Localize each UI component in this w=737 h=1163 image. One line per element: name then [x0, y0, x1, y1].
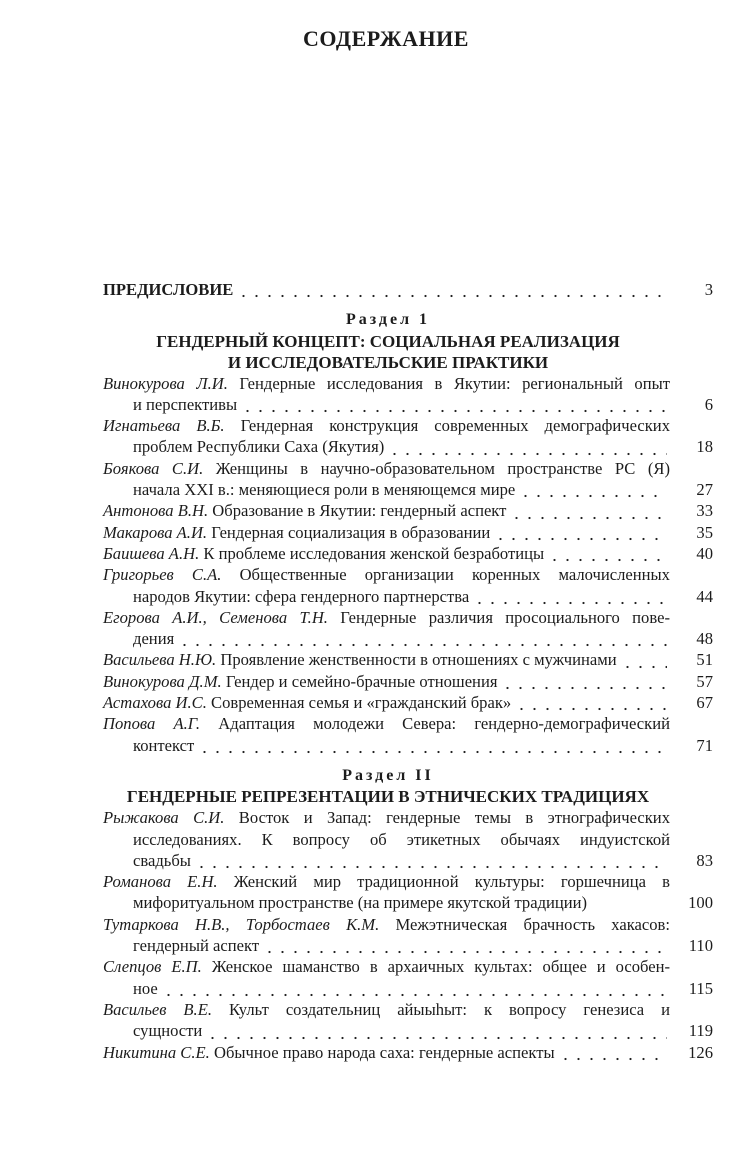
- entry-title-text: народов Якутии: сфера гендерного партнерства: [133, 586, 470, 606]
- page-number: 115: [688, 978, 713, 998]
- dot-leader: [237, 279, 667, 300]
- entry-last-line: [103, 1042, 713, 1063]
- entry-line: [103, 956, 670, 977]
- page-number: 119: [688, 1021, 713, 1041]
- entry-title-text: Межэтническая брачность хакасов:: [395, 914, 670, 934]
- entry-author: Слепцов Е.П.: [103, 957, 202, 977]
- entry-author: Васильева Н.Ю.: [103, 650, 217, 670]
- toc-entry[interactable]: [103, 914, 713, 957]
- toc-entry[interactable]: [103, 671, 713, 692]
- page-number: 40: [696, 543, 713, 563]
- toc-entry[interactable]: [103, 1042, 713, 1063]
- entry-author: Винокурова Л.И.: [103, 373, 228, 393]
- entry-last-line: [103, 978, 713, 999]
- entry-title-text: Гендерная конструкция современных демографических: [240, 416, 670, 436]
- page-number: 33: [696, 501, 713, 521]
- dot-leader: [198, 735, 667, 756]
- toc-entry[interactable]: [103, 713, 713, 756]
- entry-title-text: начала XXI в.: меняющиеся роли в меняющемся мире: [133, 480, 516, 500]
- entry-title-text: Обычное право народа саха: гендерные аспекты: [213, 1042, 555, 1062]
- page-number: 57: [696, 671, 713, 691]
- dot-leader: [591, 893, 667, 914]
- toc-entry[interactable]: [103, 649, 713, 670]
- entry-title-text: мифоритуальном пространстве (на примере якутской традиции): [133, 893, 588, 913]
- dot-leader: [548, 543, 667, 564]
- page-number: 110: [688, 936, 713, 956]
- dot-leader: [241, 394, 667, 415]
- entry-last-line: [103, 892, 713, 913]
- entry-title-text: дения: [133, 629, 175, 649]
- entry-text: [103, 522, 490, 543]
- dot-leader: [494, 522, 667, 543]
- toc-entry[interactable]: [103, 607, 713, 650]
- entry-line: [103, 807, 670, 828]
- dot-leader: [501, 671, 667, 692]
- entry-text: [133, 436, 384, 457]
- page-title: СОДЕРЖАНИЕ: [303, 26, 469, 51]
- entry-title-text: Адаптация молодежи Севера: гендерно-демографический: [218, 714, 670, 734]
- entry-title-text: Современная семья и «гражданский брак»: [211, 693, 512, 713]
- entry-title-text: Женское шаманство в архаичных культах: общее и особен-: [211, 957, 670, 977]
- toc-entry[interactable]: [103, 373, 713, 416]
- dot-leader: [510, 501, 667, 522]
- entry-last-line: [103, 935, 713, 956]
- entry-line: [103, 564, 670, 585]
- entry-last-line: [103, 500, 713, 521]
- entry-last-line: [103, 649, 713, 670]
- entry-title-text: Культ создательниц айыыhыт: к вопросу генезиса и: [228, 999, 670, 1019]
- entry-author: Баишева А.Н.: [103, 543, 200, 563]
- dot-leader: [621, 650, 667, 671]
- toc-entry[interactable]: [103, 807, 713, 871]
- entry-line: [103, 415, 670, 436]
- entry-title-text: Гендер и семейно-брачные отношения: [225, 671, 498, 691]
- entry-title-text: Женский мир традиционной культуры: горшечница в: [233, 872, 670, 892]
- entry-title-text: и перспективы: [133, 394, 238, 414]
- entry-author: Романова Е.Н.: [103, 872, 218, 892]
- toc-entry[interactable]: [103, 564, 713, 607]
- entry-text: [103, 692, 511, 713]
- entry-text: [133, 935, 259, 956]
- toc-entry[interactable]: [103, 871, 713, 914]
- section-title: ГЕНДЕРНЫЙ КОНЦЕПТ: СОЦИАЛЬНАЯ РЕАЛИЗАЦИЯ: [156, 331, 620, 351]
- entry-title-text: Восток и Запад: гендерные темы в этнографических: [238, 808, 670, 828]
- entry-last-line: [103, 671, 713, 692]
- entry-last-line: [103, 628, 713, 649]
- page-number: 18: [696, 437, 713, 457]
- page-number: 6: [704, 394, 713, 414]
- entry-text: [103, 1042, 555, 1063]
- entry-title-text: Гендерные различия просоциального пове-: [340, 607, 670, 627]
- toc-entry[interactable]: [103, 458, 713, 501]
- entry-author: Винокурова Д.М.: [103, 671, 222, 691]
- page-number: 67: [696, 693, 713, 713]
- entry-author: Тутаркова Н.В., Торбостаев К.М.: [103, 914, 380, 934]
- entry-last-line: [103, 436, 713, 457]
- entry-title-text: Общественные организации коренных малочисленных: [239, 565, 670, 585]
- dot-leader: [473, 586, 667, 607]
- entry-line: [103, 871, 670, 892]
- page-number: 100: [688, 893, 713, 913]
- entry-line: [103, 373, 670, 394]
- dot-leader: [195, 850, 667, 871]
- entry-line: [103, 607, 670, 628]
- toc-entry[interactable]: [103, 543, 713, 564]
- entry-last-line: [103, 479, 713, 500]
- dot-leader: [519, 479, 667, 500]
- entry-title-text: проблем Республики Саха (Якутия): [133, 437, 385, 457]
- entry-text: [133, 394, 237, 415]
- page-number: 35: [696, 522, 713, 542]
- entry-title-text: К проблеме исследования женской безработицы: [203, 543, 545, 563]
- toc-entry[interactable]: [103, 522, 713, 543]
- entry-last-line: [103, 850, 713, 871]
- table-of-contents: [103, 279, 713, 1063]
- preface-label: ПРЕДИСЛОВИЕ: [103, 280, 234, 299]
- dot-leader: [178, 628, 667, 649]
- entry-title-text: Гендерные исследования в Якутии: региональный опыт: [239, 373, 670, 393]
- toc-entry[interactable]: [103, 956, 713, 999]
- entry-title-text: Образование в Якутии: гендерный аспект: [212, 501, 507, 521]
- entry-title-text: свадьбы: [133, 850, 191, 870]
- entry-line: [103, 829, 670, 850]
- entry-title-text: сущности: [133, 1021, 203, 1041]
- entry-author: Егорова А.И., Семенова Т.Н.: [103, 607, 328, 627]
- entry-line: [103, 999, 670, 1020]
- section-title: И ИССЛЕДОВАТЕЛЬСКИЕ ПРАКТИКИ: [227, 352, 549, 372]
- entry-author: Васильев В.Е.: [103, 999, 212, 1019]
- page-number: 126: [688, 1042, 713, 1062]
- entry-title-text: Проявление женственности в отношениях с мужчинами: [220, 650, 617, 670]
- entry-text: [103, 671, 497, 692]
- entry-title-text: Женщины в научно-образовательном пространстве РС (Я): [215, 458, 671, 478]
- entry-line: [103, 914, 670, 935]
- entry-title-text: Гендерная социализация в образовании: [211, 522, 491, 542]
- entry-last-line: [103, 1020, 713, 1041]
- entry-last-line: [103, 522, 713, 543]
- entry-last-line: [103, 586, 713, 607]
- entry-last-line: [103, 394, 713, 415]
- entry-title-text: гендерный аспект: [133, 936, 260, 956]
- dot-leader: [515, 692, 667, 713]
- entry-author: Антонова В.Н.: [103, 501, 209, 521]
- dot-leader: [388, 437, 667, 458]
- entry-author: Григорьев С.А.: [103, 565, 222, 585]
- toc-entry[interactable]: [103, 415, 713, 458]
- entry-last-line: [103, 692, 713, 713]
- entry-text: [103, 500, 506, 521]
- entry-text: [133, 479, 515, 500]
- section-heading: [103, 765, 673, 807]
- entry-line: [103, 713, 670, 734]
- dot-leader: [162, 978, 667, 999]
- entry-author: Макарова А.И.: [103, 522, 208, 542]
- entry-title-text: контекст: [133, 735, 195, 755]
- entry-text: [133, 892, 587, 913]
- entry-author: Никитина С.Е.: [103, 1042, 210, 1062]
- entry-line: [103, 458, 670, 479]
- page-number: 3: [704, 280, 713, 299]
- page-number: 48: [696, 629, 713, 649]
- page-number: 71: [696, 735, 713, 755]
- entry-text: [133, 735, 194, 756]
- page-number: 51: [696, 650, 713, 670]
- toc-entry[interactable]: [103, 692, 713, 713]
- entry-last-line: [103, 735, 713, 756]
- entry-author: Рыжакова С.И.: [103, 808, 225, 828]
- entry-text: [133, 628, 174, 649]
- toc-entry-preface[interactable]: [103, 279, 713, 300]
- entry-last-line: [103, 543, 713, 564]
- section-heading: [103, 309, 673, 372]
- entry-title-text: исследованиях. К вопросу об этикетных обычаях индуистской: [133, 829, 670, 849]
- entry-author: Игнатьева В.Б.: [103, 416, 225, 436]
- dot-leader: [263, 935, 667, 956]
- entry-text: [103, 543, 544, 564]
- entry-text: [133, 586, 469, 607]
- toc-entry[interactable]: [103, 500, 713, 521]
- entry-author: Астахова И.С.: [103, 693, 207, 713]
- entry-title-text: ное: [133, 978, 158, 998]
- entry-text: [133, 850, 191, 871]
- entry-author: Боякова С.И.: [103, 458, 204, 478]
- section-label: Раздел II: [342, 766, 434, 784]
- dot-leader: [206, 1021, 667, 1042]
- entry-text: [133, 978, 158, 999]
- page-number: 44: [696, 586, 713, 606]
- toc-entry[interactable]: [103, 999, 713, 1042]
- page-number: 27: [696, 480, 713, 500]
- entry-text: [133, 1020, 202, 1041]
- section-label: Раздел 1: [345, 311, 431, 329]
- dot-leader: [559, 1042, 667, 1063]
- page-number: 83: [696, 850, 713, 870]
- section-title: ГЕНДЕРНЫЕ РЕПРЕЗЕНТАЦИИ В ЭТНИЧЕСКИХ ТРАДИЦИЯХ: [126, 787, 650, 807]
- entry-text: [103, 649, 617, 670]
- entry-author: Попова А.Г.: [103, 714, 201, 734]
